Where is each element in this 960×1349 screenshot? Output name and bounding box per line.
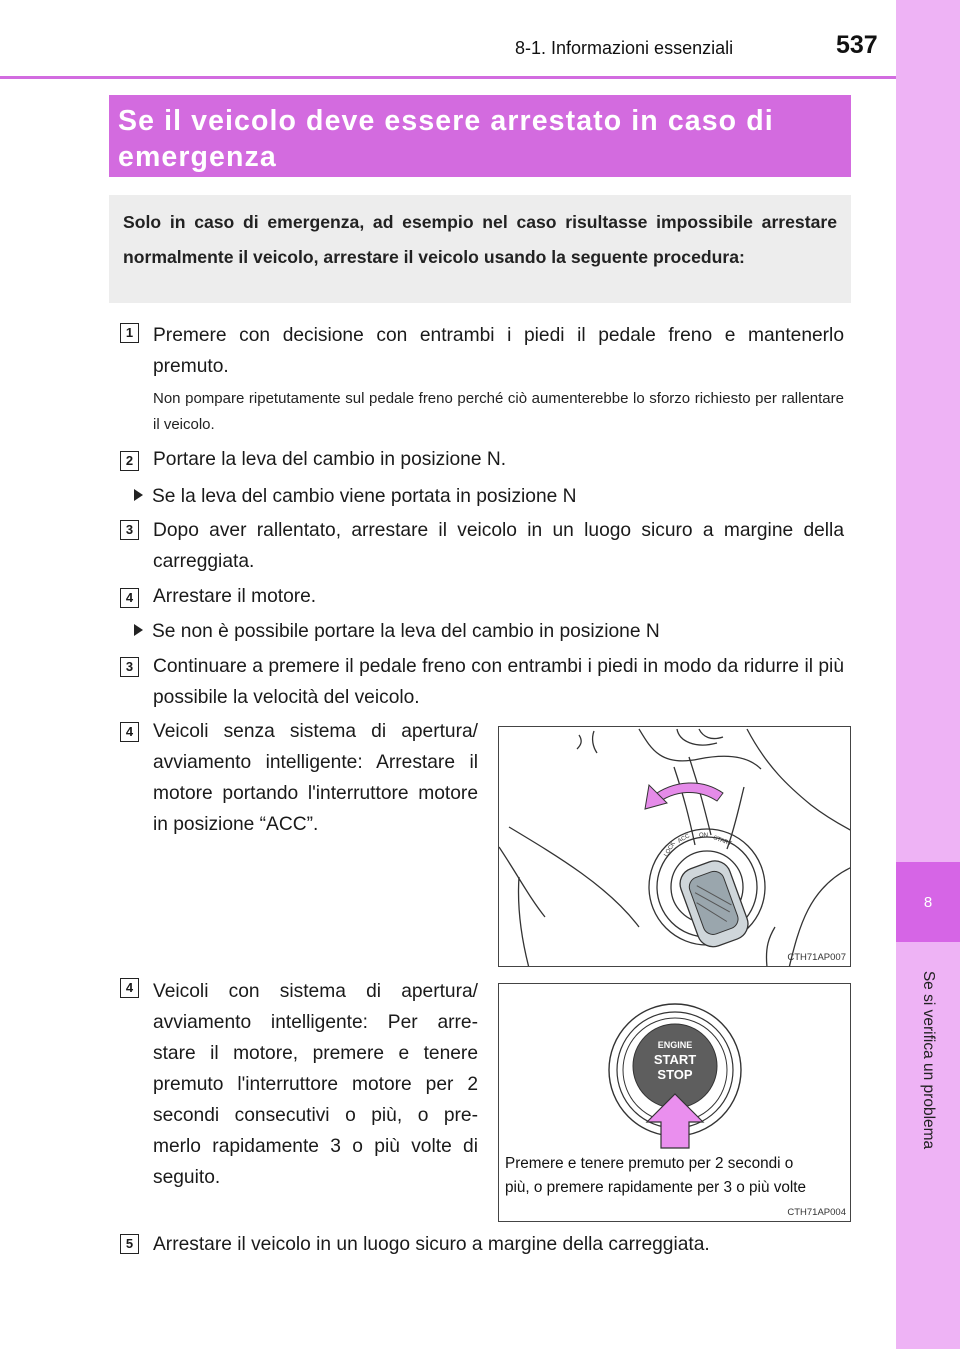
step-number: 1 bbox=[120, 323, 139, 343]
on-label: ON bbox=[699, 833, 708, 839]
acc-label: ACC bbox=[677, 833, 691, 845]
step-number: 4 bbox=[120, 722, 139, 742]
triangle-bullet-icon bbox=[134, 489, 143, 501]
step-text: Arrestare il veicolo in un luogo sicuro a margine della carreggiata. bbox=[153, 1234, 710, 1255]
section-title: 8-1. Informazioni essenziali bbox=[515, 38, 734, 58]
step-number: 4 bbox=[120, 978, 139, 998]
figure-code: CTH71AP004 bbox=[787, 1207, 846, 1218]
button-label-start: START bbox=[653, 1052, 697, 1067]
ignition-key-figure bbox=[498, 726, 851, 967]
chapter-number: 8 bbox=[923, 893, 933, 911]
step-number: 5 bbox=[120, 1234, 139, 1254]
header-rule bbox=[0, 76, 896, 79]
engine-button-figure bbox=[498, 983, 851, 1222]
step-text: Premere con decisione con entrambi i piedi il pedale freno e mantenerlo premuto. bbox=[153, 325, 844, 377]
step-text: Continuare a premere il pedale freno con entrambi i piedi in modo da ridurre il più possibile la velocità del veicolo. bbox=[153, 656, 844, 708]
step-text: Portare la leva del cambio in posizione N. bbox=[153, 449, 507, 470]
figure-caption bbox=[505, 1152, 851, 1200]
caption-line-1: Premere e tenere premuto per 2 secondi o bbox=[505, 1155, 794, 1172]
caption-line-2: più, o premere rapidamente per 3 o più volte bbox=[505, 1179, 807, 1196]
step-number: 3 bbox=[120, 520, 139, 540]
condition-text: Se non è possibile portare la leva del cambio in posizione N bbox=[152, 621, 660, 642]
button-label-stop: STOP bbox=[657, 1067, 693, 1082]
condition-text: Se la leva del cambio viene portata in posizione N bbox=[152, 486, 577, 507]
chapter-tab bbox=[896, 862, 960, 942]
condition-bullet bbox=[134, 481, 577, 512]
chapter-label-text: Se si verifica un problema bbox=[920, 970, 937, 1150]
intro-box: Solo in caso di emergenza, ad esempio nel caso risultasse impossibile arrestare normalmente il veicolo, arrestare il veicolo usando la seguente procedura: bbox=[109, 195, 851, 303]
step-number: 2 bbox=[120, 451, 139, 471]
step-number: 3 bbox=[120, 657, 139, 677]
step-text: Veicoli senza sistema di apertura/ avviamento intelligente: Arrestare il motore portando l'interruttore motore in posizione “ACC”. bbox=[153, 721, 478, 835]
page-number: 537 bbox=[836, 31, 878, 59]
step-text: Veicoli con sistema di apertura/ avviamento intelligente: Per arre- stare il motore, premere e tenere premuto l'interruttore motore per 2 secondi consecutivi o più, o pre- merlo rapidamente 3 o più volte di seguito. bbox=[153, 981, 478, 1188]
triangle-bullet-icon bbox=[134, 624, 143, 636]
heading-line-2: emergenza bbox=[118, 141, 277, 173]
step-note: Non pompare ripetutamente sul pedale freno perché ciò aumenterebbe lo sforzo richiesto per rallentare il veicolo. bbox=[153, 390, 844, 433]
lock-label: LOCK bbox=[663, 840, 677, 858]
step-text: Arrestare il motore. bbox=[153, 586, 317, 607]
condition-bullet bbox=[134, 616, 660, 647]
ignition-key-illustration bbox=[499, 727, 851, 967]
figure-code: CTH71AP007 bbox=[787, 952, 846, 963]
step-text: Dopo aver rallentato, arrestare il veicolo in un luogo sicuro a margine della carreggiata. bbox=[153, 520, 844, 572]
button-label-engine: ENGINE bbox=[657, 1040, 693, 1050]
step-number: 4 bbox=[120, 588, 139, 608]
start-label: START bbox=[712, 835, 733, 848]
page-heading bbox=[109, 95, 851, 177]
key-icon bbox=[676, 856, 753, 951]
heading-line-1: Se il veicolo deve essere arrestato in caso di bbox=[118, 105, 774, 137]
